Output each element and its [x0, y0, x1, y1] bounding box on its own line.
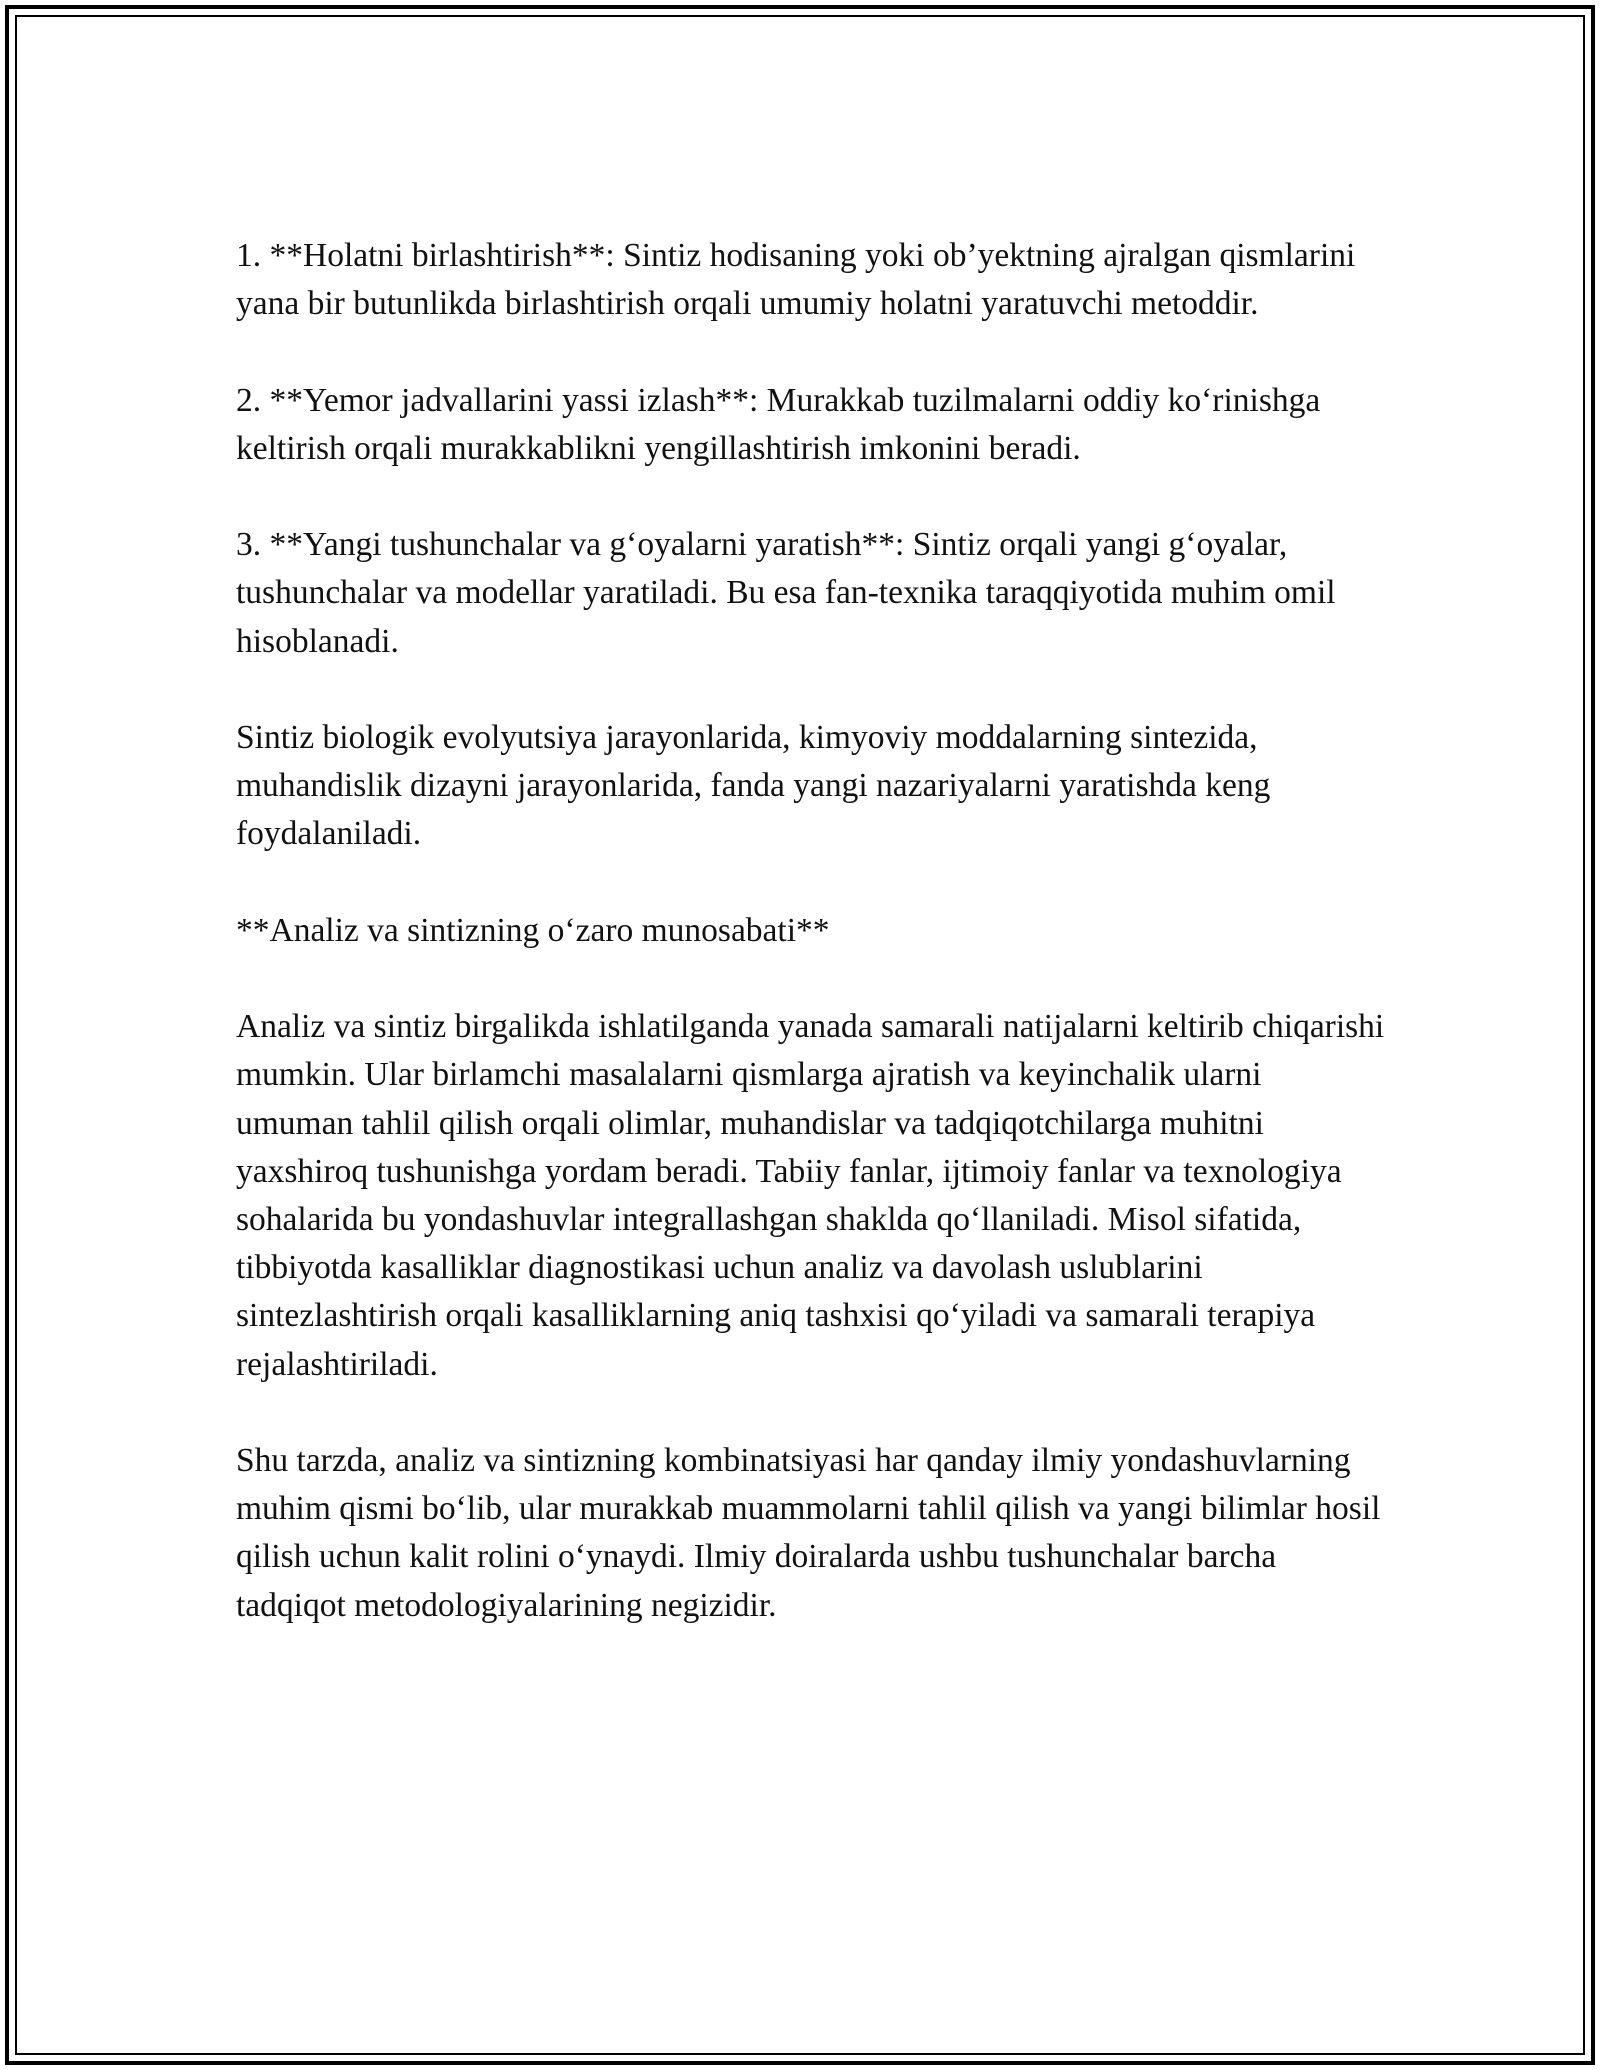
paragraph-conclusion: Shu tarzda, analiz va sintizning kombinatsiyasi har qanday ilmiy yondashuvlarning muhim qismi bo‘lib, ular murakkab muammolarni tahlil qilish va yangi bilimlar hosil qilish uchun kalit rolini o‘ynaydi. Ilmiy doiralarda ushbu tushunchalar barcha tadqiqot metodologiyalarining negizidir.: [236, 1441, 1381, 1624]
list-item-yemor-jadvallarini: 2. **Yemor jadvallarini yassi izlash**: Murakkab tuzilmalarni oddiy ko‘rinishga keltirish orqali murakkablikni yengillashtirish imkonini beradi.: [236, 381, 1321, 467]
paragraph-sintiz-usage: Sintiz biologik evolyutsiya jarayonlarida, kimyoviy moddalarning sintezida, muhandislik dizayni jarayonlarida, fanda yangi nazariyalarni yaratishda keng foydalaniladi.: [236, 718, 1271, 853]
list-item-holatni-birlashtirish: 1. **Holatni birlashtirish**: Sintiz hodisaning yoki ob’yektning ajralgan qismlarini yana bir butunlikda birlashtirish orqali umumiy holatni yaratuvchi metoddir.: [236, 237, 1356, 323]
document-body: [236, 232, 1386, 1678]
paragraph-analiz-sintiz: Analiz va sintiz birgalikda ishlatilganda yanada samarali natijalarni keltirib chiqarishi mumkin. Ular birlamchi masalalarni qismlarga ajratish va keyinchalik ularni umuman tahlil qilish orqali olimlar, muhandislar va tadqiqotchilarga muhitni yaxshiroq tushunishga yordam beradi. Tabiiy fanlar, ijtimoiy fanlar va texnologiya sohalarida bu yondashuvlar integrallashgan shaklda qo‘llaniladi. Misol sifatida, tibbiyotda kasalliklar diagnostikasi uchun analiz va davolash uslublarini sintezlashtirish orqali kasalliklarning aniq tashxisi qo‘yiladi va samarali terapiya rejalashtiriladi.: [236, 1008, 1385, 1383]
list-item-yangi-tushunchalar: 3. **Yangi tushunchalar va g‘oyalarni yaratish**: Sintiz orqali yangi g‘oyalar, tushunchalar va modellar yaratiladi. Bu esa fan-texnika taraqqiyotida muhim omil hisoblanadi.: [236, 526, 1336, 660]
section-heading: **Analiz va sintizning o‘zaro munosabati**: [236, 911, 830, 949]
